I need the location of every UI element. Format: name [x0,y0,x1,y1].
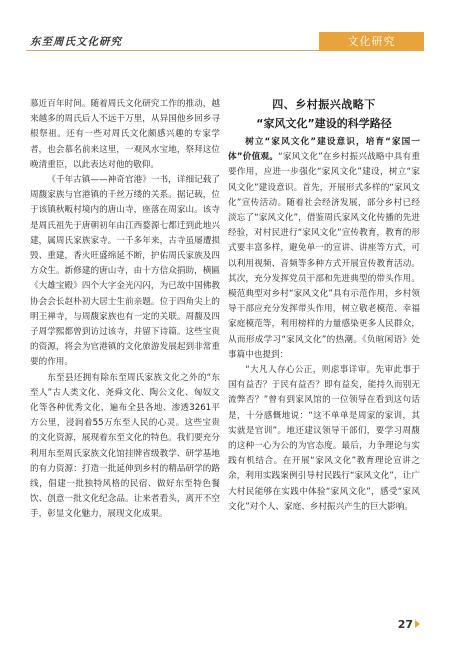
section-heading: 四、乡村振兴战略下 [272,98,376,111]
section-subheading: “家风文化”建设的科学路径 [256,117,392,130]
paragraph: 《千年古镇——神奇官港》一书，详细记载了周馥家族与官港镇的千丝万缕的关系。据记载，位于该镇秋畈村境内的唐山寺，座落在周家山。该寺是周氏祖先于唐朝初年由江西婺源七都迁到此地兴建，属周氏家族家寺。一千多年来，古寺虽屡遭损毁、重建，香火旺盛绵延不断，护佑周氏家族及四方众生。新修建的唐山寺，由十方信众捐助，横匾《大雄宝殿》四个大字金光闪闪，为已故中国佛教协会会长赵朴初大居士生前亲题。位于四角尖上的明王禅寺，与周馥家族也有一定的关联。周馥及四子周学熙都曾到访过该寺，并留下诗篇。这些宝贵的资源，将会为官港镇的文化旅游发展起到非常重要的作用。 [30,175,220,368]
right-column [228,97,420,515]
journal-title: 东至周氏文化研究 [30,36,122,48]
arrow-icon [415,620,420,628]
paragraph-text: “家风文化”在乡村振兴战略中具有重要作用，应进一步强化“家风文化”建设，树立“家风文化”建设意识。首先，开展形式多样的“家风文化”宣传活动。随着社会经济发展，部分乡村已经淡忘了“家风文化”，借鉴周氏家风文化传播的先进经验，对村民进行“家风文化”宣传教育，教育的形式要丰富多样，避免单一的宣讲、讲座等方式，可以利用视频、音频等多种方式开展宣传教育活动。其次，充分发挥党员干部和先进典型的带头作用。模范典型对乡村“家风文化”具有示范作用，乡村领导干部应充分发挥带头作用，树立敬老模范、幸福家庭模范等，利用榜样的力量感染更多人民群众，从而形成学习“家风文化”的热潮。《负暄闲语》处事篇中也提到： [228,152,420,360]
paragraph-text: 慕近百年时间。随着周氏文化研究工作的推动，越来越多的周氏后人不远千万里，从异国他乡回乡寻根祭祖。还有一些对周氏文化颇感兴趣的专家学者，也会慕名前来这里，一观风水宝地，祭拜这位晚清重臣，以此表达对他的敬仰。 [30,99,220,170]
page-header [0,0,450,62]
left-column [30,97,220,523]
paragraph [228,135,420,363]
page-number [398,618,420,631]
page-number-text: 27 [397,618,413,631]
paragraph: “大凡人存心公正，则虑事详审。先审此事于国有益否？于民有益否？即有益矣，能持久而别无流弊否？”曾有到家风馆的一位领导在看到这句话是，十分感慨地说：“这不单单是周家的家训，其实就是官训”。地还建议领导干部们，要学习周馥的这种一心为公的为官态度。最后，力争理论与实践有机结合。在开展“家风文化”教育理论宣讲之余，利用实践案例引导村民践行“家风文化”，让广大村民能够在实践中体验“家风文化”，感受“家风文化”对个人、家庭、乡村振兴产生的巨大影响。 [228,365,420,512]
paragraph [30,97,220,173]
lead-sentence: 树立“家风文化”建设意识，培育“家国一体”价值观。 [228,137,420,163]
paragraph: 东至县还拥有除东至周氏家族文化之外的“东至人”古人类文化、尧舜文化、陶公文化、匈奴文化等各种优秀文化，遍布全县各地、渗透3261平方公里，浸润着55万东至人民的心灵。这些宝贵的文化资源，展现着东至文化的特色。我们要充分利用东至周氏家族文化馆挂牌省级教学、研学基地的有力资源：打造一批延伸到乡村的精品研学的路线，倡建一批独特风格的民宿、做好东至特色餐饮、创意一批文化纪念品。让来者看头，离开不空手，彰显文化魅力，展现文化成果。 [30,372,220,520]
section-tab: 文化研究 [319,32,424,51]
